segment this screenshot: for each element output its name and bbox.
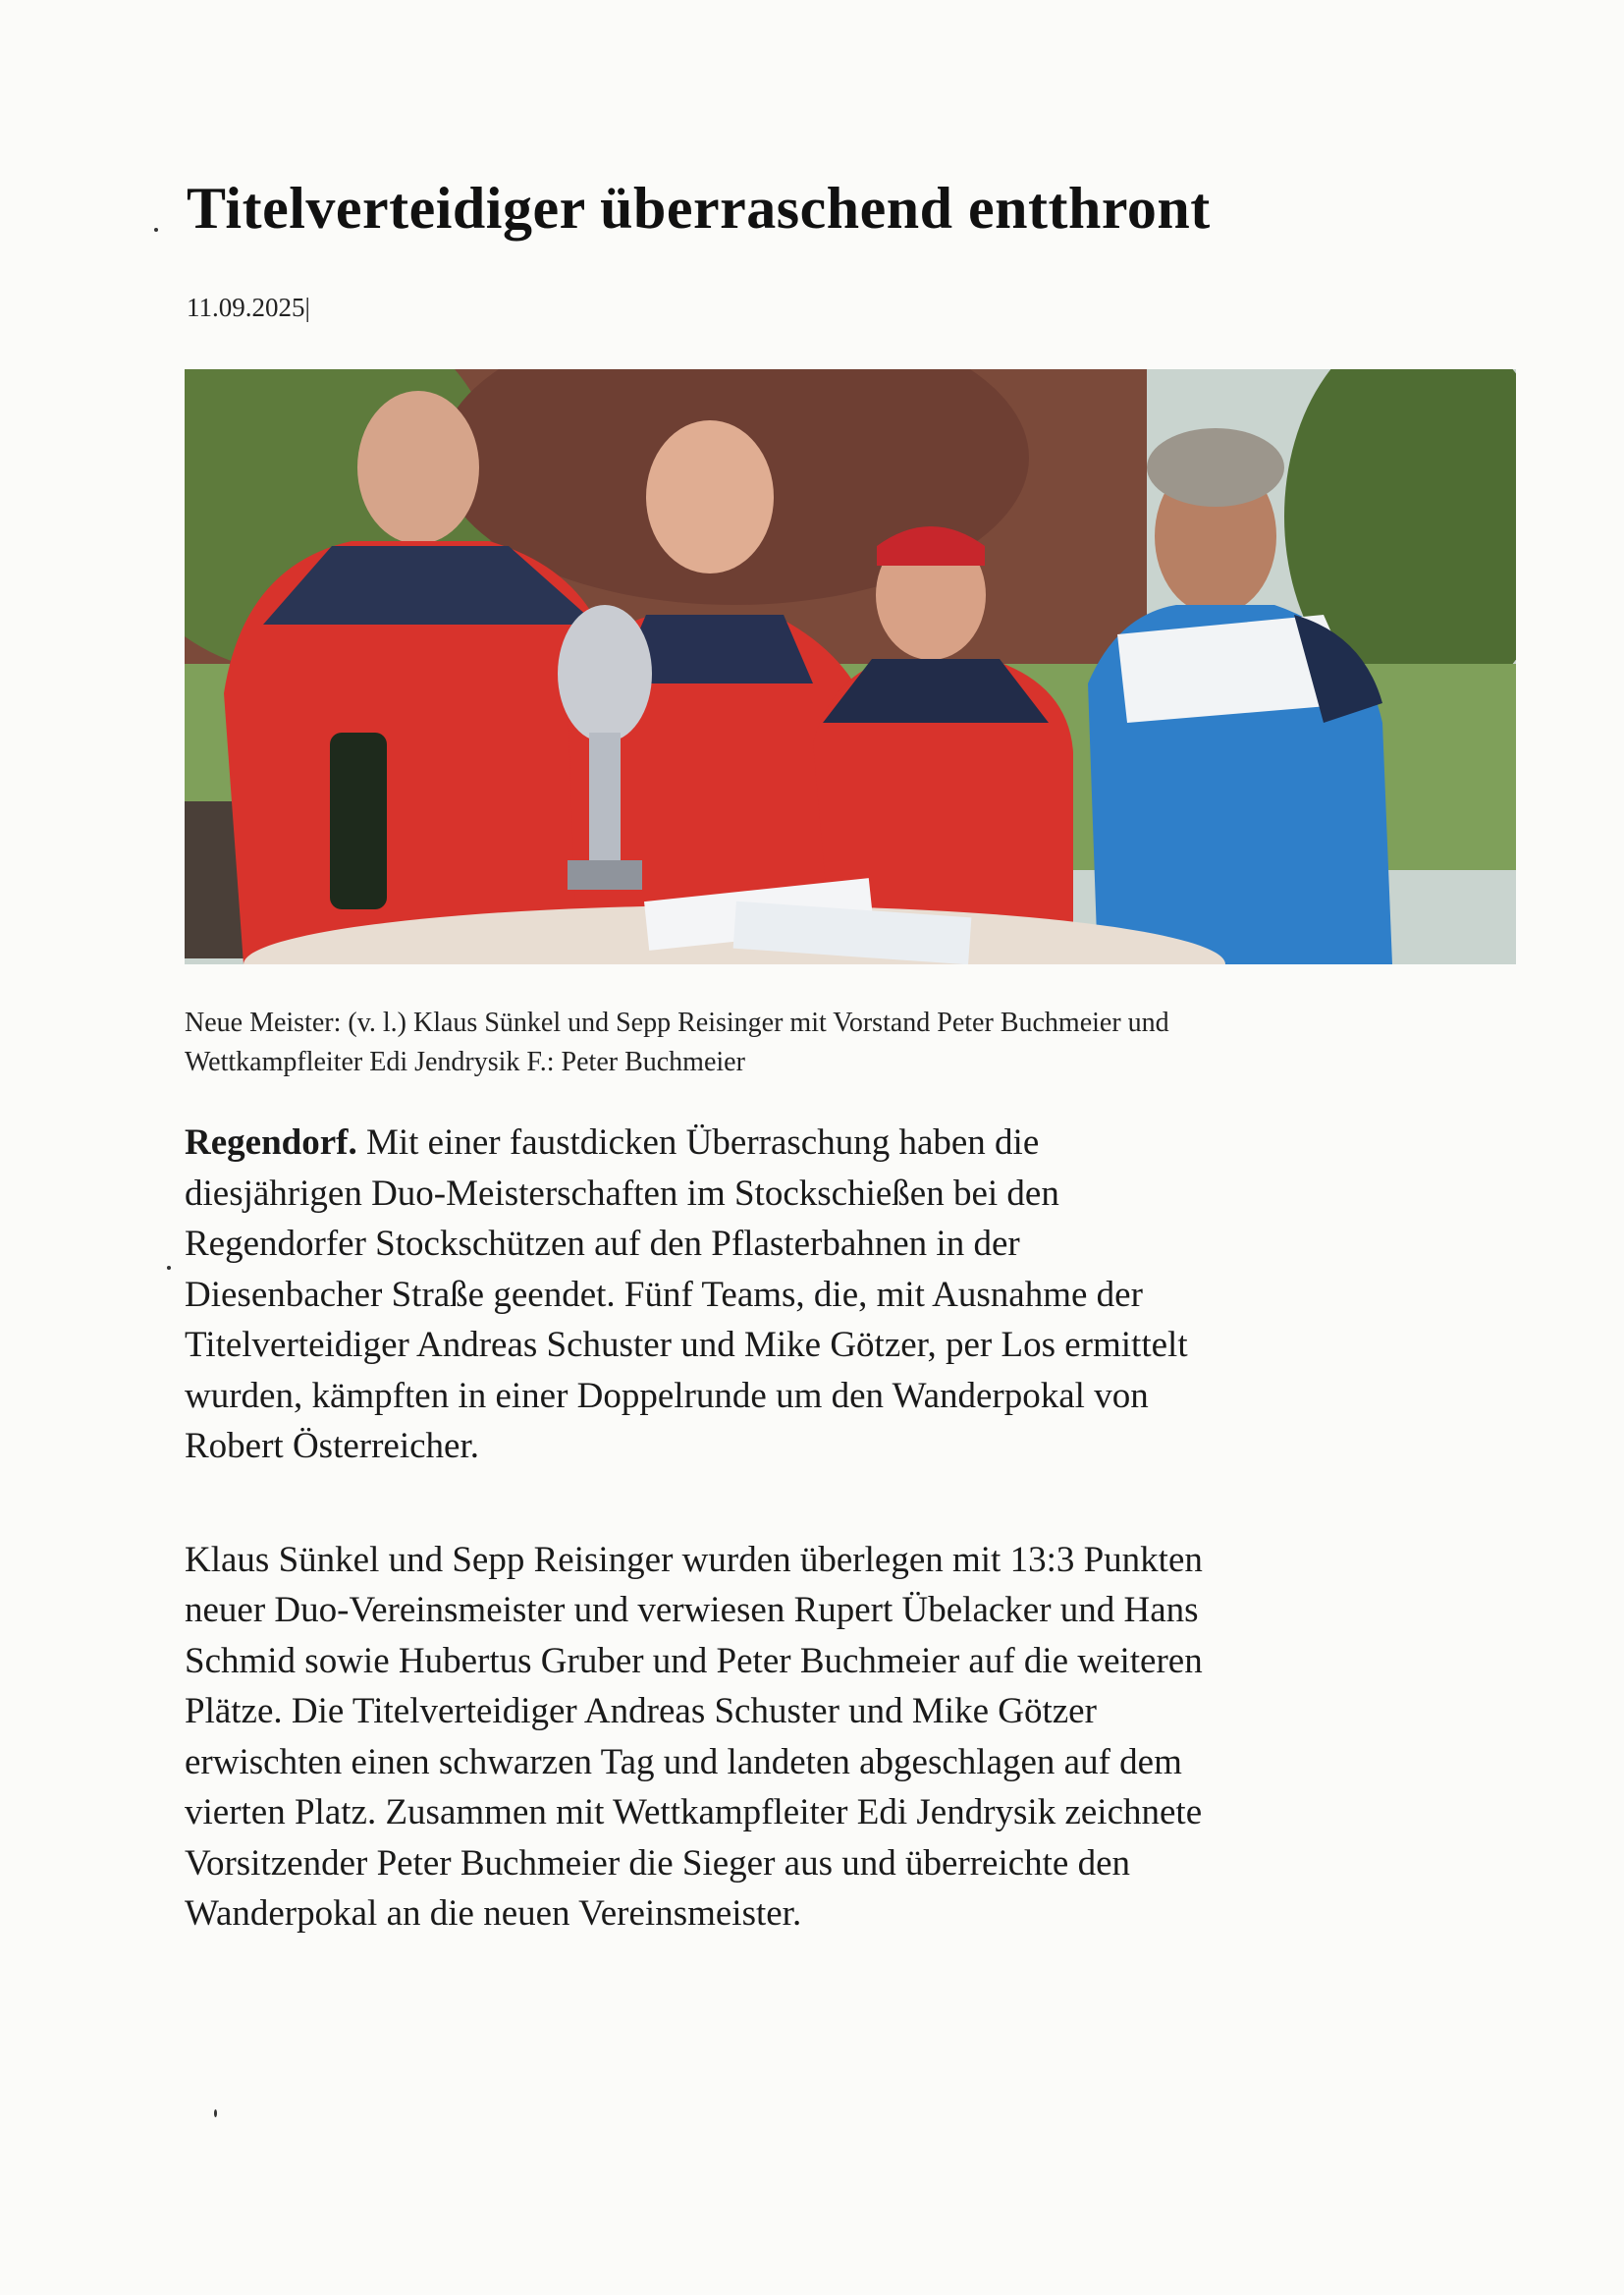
- paragraph-line: neuer Duo-Vereinsmeister und verwiesen Rupert Übelacker und Hans: [185, 1590, 1199, 1630]
- scan-speck: [167, 1266, 171, 1270]
- dateline: Regendorf.: [185, 1122, 357, 1163]
- paragraph-line: Wanderpokal an die neuen Vereinsmeister.: [185, 1893, 802, 1934]
- caption-line: Wettkampfleiter Edi Jendrysik F.: Peter Buchmeier: [185, 1047, 745, 1077]
- scan-speck: [154, 228, 158, 232]
- article-headline: Titelverteidiger überraschend entthront: [187, 176, 1211, 241]
- article-date: 11.09.2025|: [187, 293, 310, 322]
- paragraph-1: [185, 1118, 1490, 1472]
- paragraph-line: erwischten einen schwarzen Tag und landeten abgeschlagen auf dem: [185, 1741, 1182, 1782]
- paragraph-line: Klaus Sünkel und Sepp Reisinger wurden überlegen mit 13:3 Punkten: [185, 1539, 1203, 1580]
- paragraph-line: diesjährigen Duo-Meisterschaften im Stockschießen bei den: [185, 1173, 1059, 1214]
- paragraph-2: [185, 1535, 1490, 1940]
- paragraph-line: Diesenbacher Straße geendet. Fünf Teams, die, mit Ausnahme der: [185, 1274, 1143, 1315]
- paragraph-line: Robert Österreicher.: [185, 1426, 479, 1466]
- photo-illustration: [185, 369, 1516, 964]
- article-body: [185, 1118, 1490, 1940]
- paragraph-line: vierten Platz. Zusammen mit Wettkampfleiter Edi Jendrysik zeichnete: [185, 1792, 1203, 1832]
- paragraph-line: Plätze. Die Titelverteidiger Andreas Schuster und Mike Götzer: [185, 1691, 1097, 1731]
- paragraph-line: [185, 1122, 1039, 1163]
- article-photo: [185, 369, 1516, 964]
- paragraph-line: Schmid sowie Hubertus Gruber und Peter Buchmeier auf die weiteren: [185, 1640, 1203, 1681]
- paragraph-line: Vorsitzender Peter Buchmeier die Sieger aus und überreichte den: [185, 1842, 1131, 1884]
- paragraph-line-text: Mit einer faustdicken Überraschung haben die: [356, 1122, 1040, 1163]
- paragraph-line: Regendorfer Stockschützen auf den Pflasterbahnen in der: [185, 1224, 1020, 1264]
- paragraph-line: wurden, kämpften in einer Doppelrunde um den Wanderpokal von: [185, 1375, 1149, 1416]
- photo-caption: [185, 1004, 1461, 1082]
- paragraph-line: Titelverteidiger Andreas Schuster und Mike Götzer, per Los ermittelt: [185, 1325, 1188, 1365]
- scan-speck: [214, 2109, 217, 2117]
- caption-line: Neue Meister: (v. l.) Klaus Sünkel und Sepp Reisinger mit Vorstand Peter Buchmeier und: [185, 1008, 1169, 1038]
